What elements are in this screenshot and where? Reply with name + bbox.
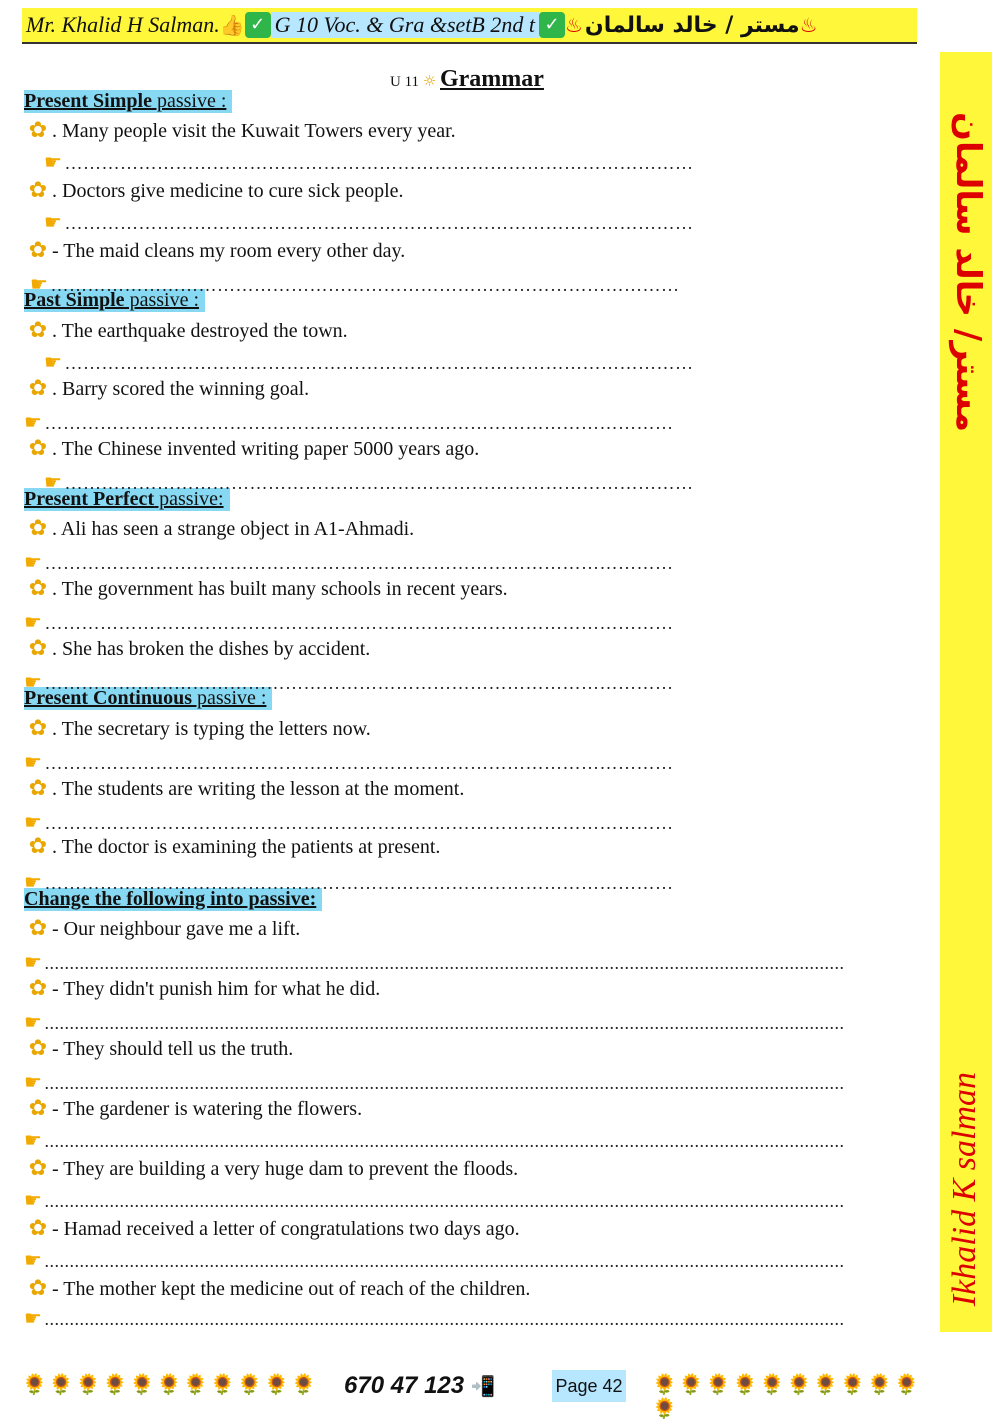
pointing-hand-icon: ☛: [44, 470, 63, 494]
page-number: Page 42: [552, 1370, 626, 1402]
answer-dots: …………………………………………………………………………………………: [64, 353, 694, 373]
pointing-hand-icon: ☛: [30, 272, 49, 296]
question-text: - They didn't punish him for what he did.: [52, 978, 381, 1000]
flower-icon: ✿: [28, 1276, 48, 1301]
answer-dots: …………………………………………………………………………………………: [44, 753, 674, 773]
question-item: [24, 118, 456, 143]
header-author: Mr. Khalid H Salman.: [26, 12, 220, 37]
flower-icon: ✿: [28, 636, 48, 661]
pointing-hand-icon: ☛: [44, 350, 63, 374]
flower-icon: ✿: [28, 1156, 48, 1181]
phone-icon: 📲: [470, 1374, 496, 1398]
answer-line[interactable]: [44, 210, 864, 234]
pointing-hand-icon: ☛: [24, 870, 43, 894]
answer-line[interactable]: [24, 550, 874, 574]
answer-line[interactable]: [24, 670, 854, 694]
question-item: [24, 776, 464, 801]
flower-icon: ✿: [28, 976, 48, 1001]
check-icon: ✓: [539, 12, 565, 38]
flower-icon: ✿: [28, 776, 48, 801]
question-text: . Ali has seen a strange object in A1-Ahmadi.: [52, 518, 415, 540]
question-item: [24, 516, 414, 541]
question-text: - Hamad received a letter of congratulations two days ago.: [52, 1218, 520, 1240]
answer-line[interactable]: [30, 272, 880, 296]
pointing-hand-icon: ☛: [24, 950, 43, 974]
answer-dots: ................................................................................................................................................................: [44, 1131, 845, 1151]
question-item: [24, 376, 309, 401]
answer-line[interactable]: [44, 150, 864, 174]
answer-line[interactable]: [44, 350, 864, 374]
answer-line[interactable]: [24, 1248, 928, 1272]
pointing-hand-icon: ☛: [24, 1248, 43, 1272]
flower-icon: ✿: [28, 516, 48, 541]
pointing-hand-icon: ☛: [24, 610, 43, 634]
answer-line[interactable]: [24, 1070, 928, 1094]
flower-icon: ✿: [28, 716, 48, 741]
question-text: - Our neighbour gave me a lift.: [52, 918, 301, 940]
pointing-hand-icon: ☛: [44, 210, 63, 234]
answer-dots: …………………………………………………………………………………………: [44, 613, 674, 633]
section-present-perfect: Present Perfect passive:: [24, 488, 230, 511]
answer-dots: ................................................................................................................................................................: [44, 1309, 845, 1329]
flower-icon: ✿: [28, 576, 48, 601]
sidebar-english-name: Ikhalid K salman: [946, 1072, 983, 1307]
flower-icon: ✿: [28, 118, 48, 143]
pointing-hand-icon: ☛: [24, 670, 43, 694]
answer-line[interactable]: [24, 1128, 928, 1152]
question-text: . The doctor is examining the patients at present.: [52, 836, 441, 858]
flower-icon: ✿: [28, 318, 48, 343]
answer-line[interactable]: [24, 870, 854, 894]
question-item: [24, 716, 371, 741]
header-arabic-name: مستر / خالد سالمان: [584, 12, 800, 38]
answer-dots: ................................................................................................................................................................: [44, 953, 845, 973]
pointing-hand-icon: ☛: [24, 750, 43, 774]
pointing-hand-icon: ☛: [24, 550, 43, 574]
answer-line[interactable]: [24, 1010, 928, 1034]
question-item: [24, 976, 380, 1001]
page-title: [390, 66, 544, 93]
question-item: [24, 576, 508, 601]
phone-number: 670 47 123 📲: [344, 1372, 496, 1399]
answer-dots: …………………………………………………………………………………………: [44, 873, 674, 893]
flower-icon: ✿: [28, 834, 48, 859]
answer-dots: …………………………………………………………………………………………: [64, 153, 694, 173]
section-present-simple: Present Simple passive :: [24, 90, 232, 113]
answer-line[interactable]: [24, 610, 854, 634]
answer-line[interactable]: [44, 470, 864, 494]
pointing-hand-icon: ☛: [24, 1128, 43, 1152]
flower-icon: ✿: [28, 436, 48, 461]
answer-dots: …………………………………………………………………………………………: [64, 213, 694, 233]
question-item: [24, 238, 405, 263]
pointing-hand-icon: ☛: [24, 1010, 43, 1034]
side-banner: [940, 52, 992, 1332]
answer-dots: …………………………………………………………………………………………: [44, 553, 674, 573]
section-present-continuous: Present Continuous passive :: [24, 687, 272, 710]
question-item: [24, 1216, 520, 1241]
flower-icon: ✿: [28, 376, 48, 401]
pointing-hand-icon: ☛: [24, 1188, 43, 1212]
pointing-hand-icon: ☛: [24, 1070, 43, 1094]
check-icon: ✓: [245, 12, 271, 38]
grammar-heading: Grammar: [439, 66, 544, 92]
section-past-simple: Past Simple passive :: [24, 289, 205, 312]
flower-icon: ✿: [28, 178, 48, 203]
flower-icon: ✿: [28, 1216, 48, 1241]
pointing-hand-icon: ☛: [24, 810, 43, 834]
hot-springs-icon: ♨: [564, 13, 583, 37]
answer-line[interactable]: [24, 950, 928, 974]
question-text: - The mother kept the medicine out of reach of the children.: [52, 1278, 531, 1300]
question-text: . The government has built many schools in recent years.: [52, 578, 508, 600]
question-text: . Doctors give medicine to cure sick people.: [52, 180, 404, 202]
question-item: [24, 436, 479, 461]
flower-icon: ✿: [28, 1096, 48, 1121]
flower-icon: ✿: [28, 1036, 48, 1061]
question-text: . The Chinese invented writing paper 5000 years ago.: [52, 438, 480, 460]
flower-icon: ✿: [28, 238, 48, 263]
question-text: - The maid cleans my room every other day.: [52, 240, 406, 262]
pointing-hand-icon: ☛: [24, 1306, 43, 1330]
answer-dots: ................................................................................................................................................................: [44, 1251, 845, 1271]
section-change-passive: Change the following into passive:: [24, 888, 322, 911]
sidebar-arabic-name: مستر/ خالد سالمان: [948, 112, 988, 432]
thumbs-icon: 👍: [219, 13, 245, 37]
flower-icon: ✿: [28, 916, 48, 941]
question-text: - They should tell us the truth.: [52, 1038, 294, 1060]
answer-dots: …………………………………………………………………………………………: [44, 413, 674, 433]
question-item: [24, 1156, 518, 1181]
answer-dots: …………………………………………………………………………………………: [64, 473, 694, 493]
pointing-hand-icon: ☛: [44, 150, 63, 174]
pointing-hand-icon: ☛: [24, 410, 43, 434]
answer-line[interactable]: [24, 410, 874, 434]
hot-springs-icon: ♨: [799, 13, 818, 37]
question-text: . The students are writing the lesson at the moment.: [52, 778, 465, 800]
question-item: [24, 1036, 293, 1061]
answer-dots: …………………………………………………………………………………………: [44, 673, 674, 693]
answer-dots: ................................................................................................................................................................: [44, 1073, 845, 1093]
answer-dots: …………………………………………………………………………………………: [44, 813, 674, 833]
question-item: [24, 916, 300, 941]
footer-flowers-right: 🌻🌻🌻🌻🌻🌻🌻🌻🌻🌻🌻: [652, 1372, 922, 1420]
footer: [22, 1372, 940, 1420]
question-text: . The earthquake destroyed the town.: [52, 320, 348, 342]
question-text: - The gardener is watering the flowers.: [52, 1098, 363, 1120]
question-text: . Many people visit the Kuwait Towers every year.: [52, 120, 456, 142]
question-text: . The secretary is typing the letters now.: [52, 718, 371, 740]
header-banner: [22, 8, 917, 44]
answer-line[interactable]: [24, 810, 854, 834]
footer-flowers-left: 🌻🌻🌻🌻🌻🌻🌻🌻🌻🌻🌻: [22, 1372, 318, 1396]
answer-line[interactable]: [24, 1306, 928, 1330]
question-text: . Barry scored the winning goal.: [52, 378, 310, 400]
answer-dots: ................................................................................................................................................................: [44, 1191, 845, 1211]
question-item: [24, 834, 440, 859]
header-subject: G 10 Voc. & Gra &setB 2nd t: [271, 12, 539, 38]
question-item: [24, 1276, 530, 1301]
answer-line[interactable]: [24, 1188, 928, 1212]
sun-icon: ☼: [422, 72, 437, 90]
question-item: [24, 178, 404, 203]
question-item: [24, 636, 370, 661]
question-item: [24, 318, 348, 343]
answer-dots: ................................................................................................................................................................: [44, 1013, 845, 1033]
answer-line[interactable]: [24, 750, 854, 774]
question-text: . She has broken the dishes by accident.: [52, 638, 371, 660]
question-item: [24, 1096, 362, 1121]
answer-dots: …………………………………………………………………………………………: [50, 275, 680, 295]
question-text: - They are building a very huge dam to prevent the floods.: [52, 1158, 519, 1180]
unit-label: U 11: [390, 74, 420, 90]
